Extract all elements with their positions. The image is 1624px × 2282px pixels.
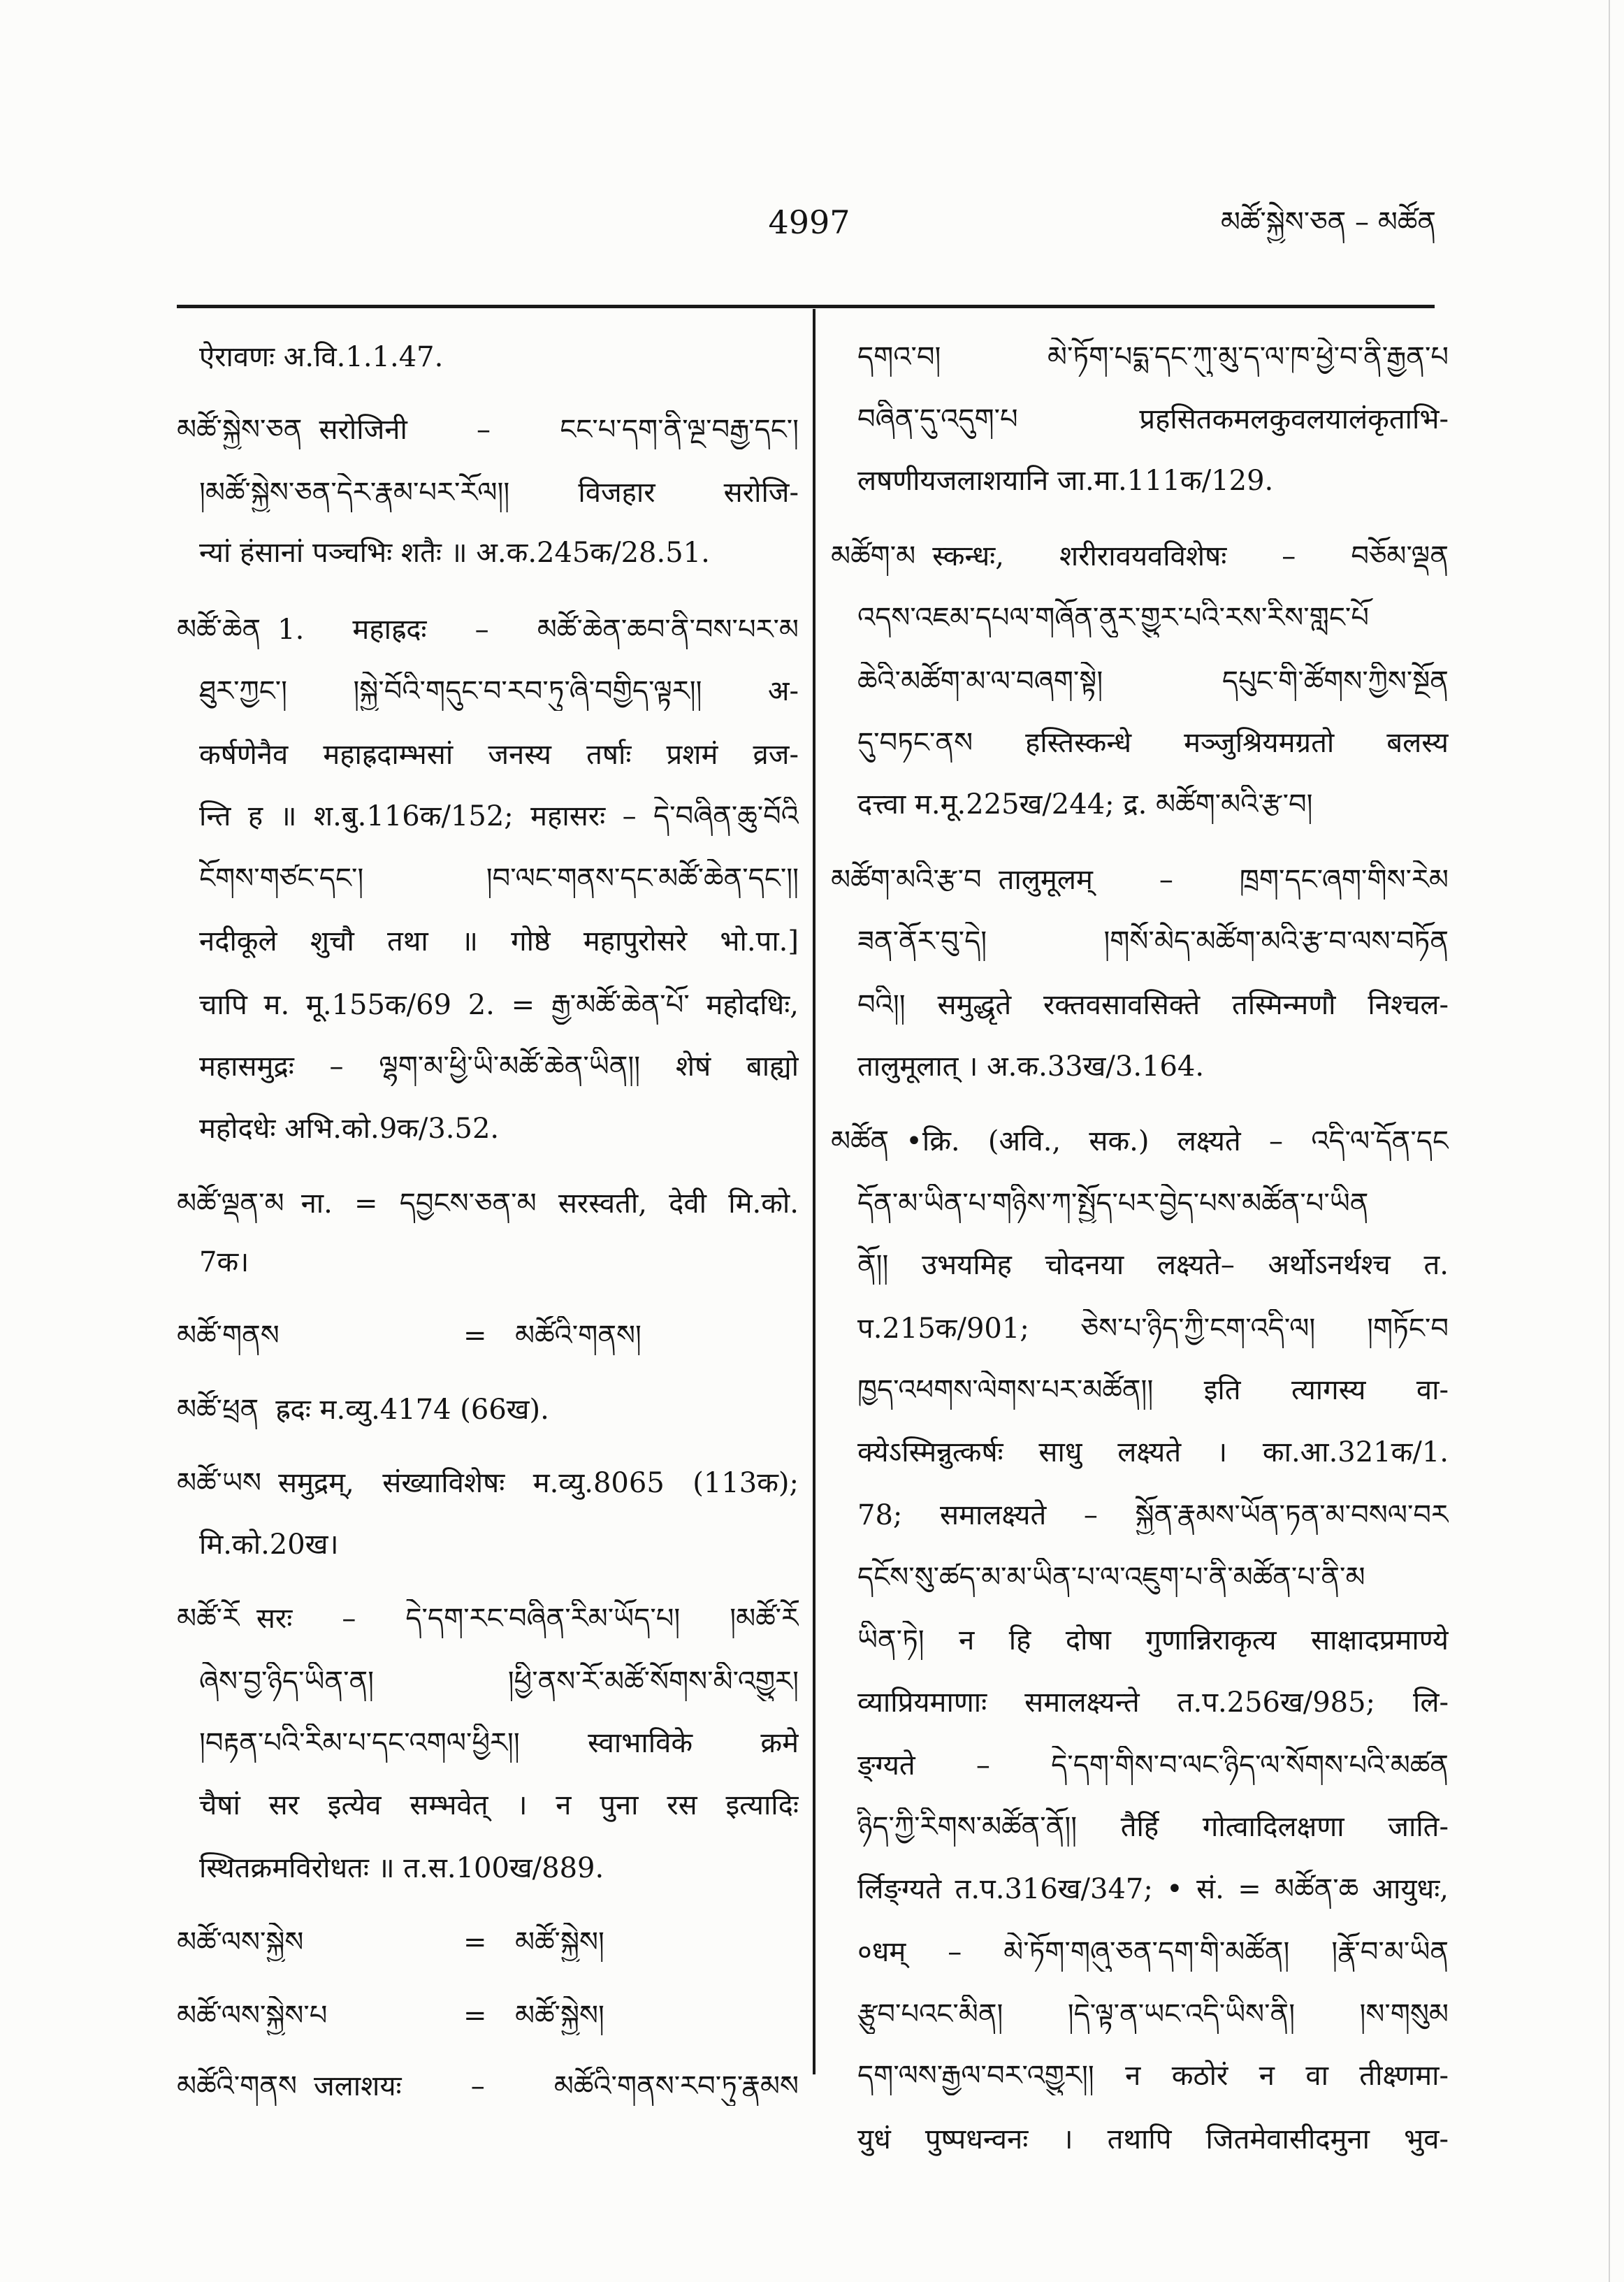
entry-line: [857, 985, 1449, 1025]
definition-text: ཐུར་ཀྱང་། །སྐྱེ་བོའི་གདུང་བ་རབ་ཏུ་ཞི་བགྱིད་ལྟར།། अ-: [199, 675, 799, 707]
entry-line: [199, 1047, 799, 1086]
entry-line: [831, 860, 1449, 900]
definition-text: तालुमूलात् । अ.क.33ख/3.164.: [857, 1050, 1205, 1083]
definition-text: नदीकूले शुचौ तथा ॥ गोष्ठे महापुरोसरे भो.पा.]: [199, 925, 799, 958]
definition-text: दत्त्वा म.मू.225ख/244; द्र. མཚོག་མའི་རྩ་བ།: [857, 788, 1313, 821]
headword: མཚོ་ལས་སྐྱེས་པ: [177, 2000, 328, 2032]
entry-line: [857, 662, 1449, 701]
scan-edge-line: [1609, 0, 1610, 2282]
definition-text: ऐरावणः अ.वि.1.1.47.: [199, 341, 444, 373]
definition-text: चापि म. मू.155क/69 2. = རྒྱ་མཚོ་ཆེན་པོ་ महोदधिः,: [199, 989, 799, 1021]
column-divider: [813, 309, 815, 2074]
definition-text: དགའ་བ། མེ་ཏོག་པདྨ་དང་ཀུ་མུ་ད་ལ་ཁ་ཕྱེ་བ་ནི་རྒྱན་པ: [857, 341, 1449, 373]
cross-reference-entry: [177, 1923, 799, 1962]
header-rule: [177, 305, 1435, 308]
definition-text: བཞིན་དུ་འདུག་པ प्रहसितकमलकुवलयालंकृताभि-: [857, 403, 1449, 435]
entry-line: [857, 400, 1449, 439]
headword: མཚོ་ལྡན་མ: [177, 1187, 284, 1220]
entry-line: [177, 1599, 799, 1638]
entry-line: [857, 2120, 1449, 2159]
entry-line: [199, 1724, 799, 1763]
headword: མཚོ་གནས: [177, 1320, 280, 1352]
definition-text: ཡིན་ཏེ། न हि दोषा गुणान्निराकृत्य साक्षादप्रमाण्ये: [857, 1624, 1449, 1656]
entry-line: [857, 598, 1449, 637]
definition-text: युधं पुष्पधन्वनः । तथापि जितमेवासीदमुना भुव-: [857, 2123, 1449, 2155]
entry-line: [199, 1525, 799, 1564]
definition-text: དུ་བཏང་ནས हस्तिस्कन्धे मञ्जुश्रियमग्रतो बलस्य: [857, 727, 1449, 759]
headword: མཚོ་སྐྱེས་ཅན: [177, 414, 303, 446]
entry-line: [857, 1245, 1449, 1285]
entry-line: [857, 1807, 1449, 1847]
definition-text: 7क।: [199, 1246, 249, 1278]
headword: མཚོག་མ: [831, 540, 916, 572]
entry-line: [857, 723, 1449, 763]
definition-text: དོན་མ་ཡིན་པ་གཉིས་ཀ་སྤྱོད་པར་བྱེད་པས་མཚོན་པ་ཡིན: [857, 1187, 1369, 1220]
entry-line: [857, 2056, 1449, 2095]
entry-line: [199, 672, 799, 711]
entry-line: [857, 1047, 1449, 1086]
cross-reference-entry: [177, 1316, 799, 1355]
headword: མཚོ་ཡས: [177, 1467, 261, 1499]
entry-line: [857, 1683, 1449, 1722]
definition-text: प.215क/901; ཅེས་པ་ཉིད་ཀྱི་ངག་འདི་ལ། །གཏོང་བ: [857, 1313, 1449, 1345]
entry-line: [199, 985, 799, 1025]
entry-line: [177, 1390, 799, 1429]
entry-line: [857, 785, 1449, 824]
headword: མཚོ་རོ: [177, 1603, 240, 1635]
entry-line: [857, 1496, 1449, 1535]
entry-line: [857, 1184, 1449, 1223]
definition-text: सरः – དེ་དག་རང་བཞིན་རིམ་ཡོད་པ། །མཚོ་རོ: [256, 1603, 799, 1635]
guide-words: མཚོ་སྐྱེས་ཅན – མཚོན: [1220, 206, 1436, 238]
entry-line: [199, 1662, 799, 1701]
definition-text: न्यां हंसानां पञ्चभिः शतैः ॥ अ.क.245क/28.51.: [199, 537, 710, 569]
definition-text: तालुमूलम् – ཁྲག་དང་ཞག་གིས་རེམ: [998, 864, 1449, 896]
entry-line: [199, 1243, 799, 1282]
definition-text: ཁྱད་འཕགས་ལེགས་པར་མཚོན།། इति त्यागस्य वा-: [857, 1374, 1449, 1406]
entry-line: [177, 2067, 799, 2106]
definition-text: महासमुद्रः – ལྷག་མ་ཕྱི་ཡི་མཚོ་ཆེན་ཡིན།། शेषं बाह्यो: [199, 1050, 799, 1083]
entry-line: [199, 859, 799, 898]
entry-line: [831, 1122, 1449, 1161]
definition-text: न्ति ह ॥ श.बु.116क/152; महासरः – དེ་བཞིན་ཆུ་བོའི: [199, 800, 799, 832]
headword: མཚོན: [831, 1125, 890, 1157]
entry-line: [857, 1371, 1449, 1410]
definition-text: ना. = དབྱངས་ཅན་མ सरस्वती, देवी मि.को.: [300, 1187, 799, 1220]
entry-line: [831, 537, 1449, 576]
entry-line: [857, 1746, 1449, 1785]
definition-text: समुद्रम्, संख्याविशेषः म.व्यु.8065 (113क);: [277, 1467, 799, 1499]
entry-line: [857, 1995, 1449, 2034]
definition-text: ཆེའི་མཚོག་མ་ལ་བཞག་སྟེ། དཔུང་གི་ཚོགས་ཀྱིས་སྔོན: [857, 665, 1449, 698]
entry-line: [857, 922, 1449, 961]
definition-text: मि.को.20ख।: [199, 1529, 339, 1561]
definition-text: ङ्ग्यते – དེ་དག་གིས་བ་ལང་ཉིད་ལ་སོགས་པའི་མཚན: [857, 1749, 1449, 1782]
definition-text: ཉིད་ཀྱི་རིགས་མཚོན་ནོ།། तैर्हि गोत्वादिलक्षणा जाति-: [857, 1811, 1449, 1843]
definition-text: महोदधेः अभि.को.9क/3.52.: [199, 1113, 500, 1145]
definition-text: ཞེས་བྱ་ཉིད་ཡིན་ན། །ཕྱི་ནས་རོ་མཚོ་སོགས་མི་འགྱུར།: [199, 1666, 799, 1698]
definition-text: •क्रि. (अवि., सक.) लक्ष्यते – འདི་ལ་དོན་དང: [906, 1125, 1449, 1157]
headword: མཚོ་ཕྲན: [177, 1394, 259, 1426]
entry-line: [857, 1433, 1449, 1472]
definition-text: འདས་འཇམ་དཔལ་གཞོན་ནུར་གྱུར་པའི་རས་རིས་གླང་པོ: [857, 602, 1369, 634]
entry-line: [177, 410, 799, 449]
cross-reference-target: མཚོའི་གནས།: [515, 1320, 641, 1352]
entry-line: [199, 735, 799, 774]
entry-line: [857, 1621, 1449, 1660]
definition-text: བའི།། समुद्धृते रक्तवसावसिक्ते तस्मिन्मणौ निश्चल-: [857, 989, 1449, 1021]
definition-text: सरोजिनी – ངང་པ་དག་ནི་ལྔ་བརྒྱ་དང་།: [319, 414, 799, 446]
entry-line: [857, 338, 1449, 377]
entry-line: [857, 1558, 1449, 1597]
entry-line: [857, 1309, 1449, 1348]
definition-text: ཟན་ནོར་བུ་དེ། །གསོ་མེད་མཚོག་མའི་རྩ་བ་ལས་བཏོན: [857, 925, 1449, 958]
entry-line: [199, 922, 799, 961]
see-sign: =: [463, 2000, 487, 2032]
entry-line: [857, 1933, 1449, 1972]
definition-text: 1. महाह्रदः – མཚོ་ཆེན་ཆབ་ནི་བས་པར་མ: [277, 614, 799, 646]
cross-reference-target: མཚོ་སྐྱེས།: [515, 1926, 604, 1958]
entry-line: [177, 610, 799, 649]
definition-text: དངོས་སུ་ཚད་མ་མ་ཡིན་པ་ལ་འཇུག་པ་ནི་མཚོན་པ་ནི་མ: [857, 1561, 1365, 1594]
definition-text: དག་ལས་རྒྱལ་བར་འགྱུར།། न कठोरं न वा तीक्ष्णमा-: [857, 2060, 1449, 2092]
entry-line: [199, 338, 799, 377]
definition-text: ह्रदः म.व्यु.4174 (66ख).: [275, 1394, 549, 1426]
definition-text: जलाशयः – མཚོའི་གནས་རབ་ཏུ་རྣམས: [314, 2070, 799, 2102]
definition-text: चैषां सर इत्येव सम्भवेत् । न पुना रस इत्यादिः: [199, 1789, 799, 1821]
definition-text: स्थितक्रमविरोधतः ॥ त.स.100ख/889.: [199, 1852, 604, 1884]
definition-text: 78; समालक्ष्यते – སྐྱོན་རྣམས་ཡོན་ཏན་མ་བསལ་བར: [857, 1499, 1449, 1531]
entry-line: [199, 473, 799, 512]
definition-text: कर्षणेनैव महाह्रदाम्भसां जनस्य तर्षाः प्रशमं व्रज-: [199, 739, 799, 771]
entry-line: [199, 1786, 799, 1825]
entry-line: [857, 461, 1449, 500]
headword: མཚོའི་གནས: [177, 2070, 297, 2102]
definition-text: स्कन्धः, शरीरावयवविशेषः – བཅོམ་ལྡན: [932, 540, 1449, 572]
page-number: 4997: [768, 203, 850, 241]
entry-line: [857, 1870, 1449, 1909]
definition-text: རྩུབ་པའང་མིན། །དེ་ལྟ་ན་ཡང་འདི་ཡིས་ནི། །ས་གསུམ: [857, 1998, 1449, 2030]
definition-text: ངོགས་གཙང་དང་། །བ་ལང་གནས་དང་མཚོ་ཆེན་དང་།།: [199, 862, 799, 895]
definition-text: ०धम् – མེ་ཏོག་གཞུ་ཅན་དག་གི་མཚོན། །རྣོ་བ་མ་ཡིན: [857, 1936, 1449, 1968]
see-sign: =: [463, 1320, 487, 1352]
definition-text: र्लिङ्ग्यते त.प.316ख/347; • सं. = མཚོན་ཆ आयुधः,: [857, 1873, 1449, 1905]
entry-line: [177, 1464, 799, 1503]
definition-text: क्येऽस्मिन्नुत्कर्षः साधु लक्ष्यते । का.आ.321क/1.: [857, 1436, 1449, 1468]
entry-line: [177, 1184, 799, 1223]
entry-line: [199, 1109, 799, 1148]
headword: མཚོ་ཆེན: [177, 614, 261, 646]
see-sign: =: [463, 1926, 487, 1958]
cross-reference-entry: [177, 1996, 799, 2035]
definition-text: །བརྟན་པའི་རིམ་པ་དང་འགལ་ཕྱིར།། स्वाभाविके क्रमे: [199, 1727, 799, 1759]
definition-text: व्याप्रियमाणाः समालक्ष्यन्ते त.प.256ख/985; लि-: [857, 1687, 1449, 1719]
entry-line: [199, 533, 799, 572]
headword: མཚོག་མའི་རྩ་བ: [831, 864, 982, 896]
entry-line: [199, 1849, 799, 1888]
definition-text: ནོ།། उभयमिह चोदनया लक्ष्यते– अर्थोऽनर्थश्च त.: [857, 1249, 1449, 1281]
entry-line: [199, 797, 799, 836]
cross-reference-target: མཚོ་སྐྱེས།: [515, 2000, 604, 2032]
definition-text: लषणीयजलाशयानि जा.मा.111क/129.: [857, 465, 1274, 497]
definition-text: །མཚོ་སྐྱེས་ཅན་དེར་རྣམ་པར་རོལ།། विजहार सरोजि-: [199, 477, 799, 509]
headword: མཚོ་ལས་སྐྱེས: [177, 1926, 304, 1958]
